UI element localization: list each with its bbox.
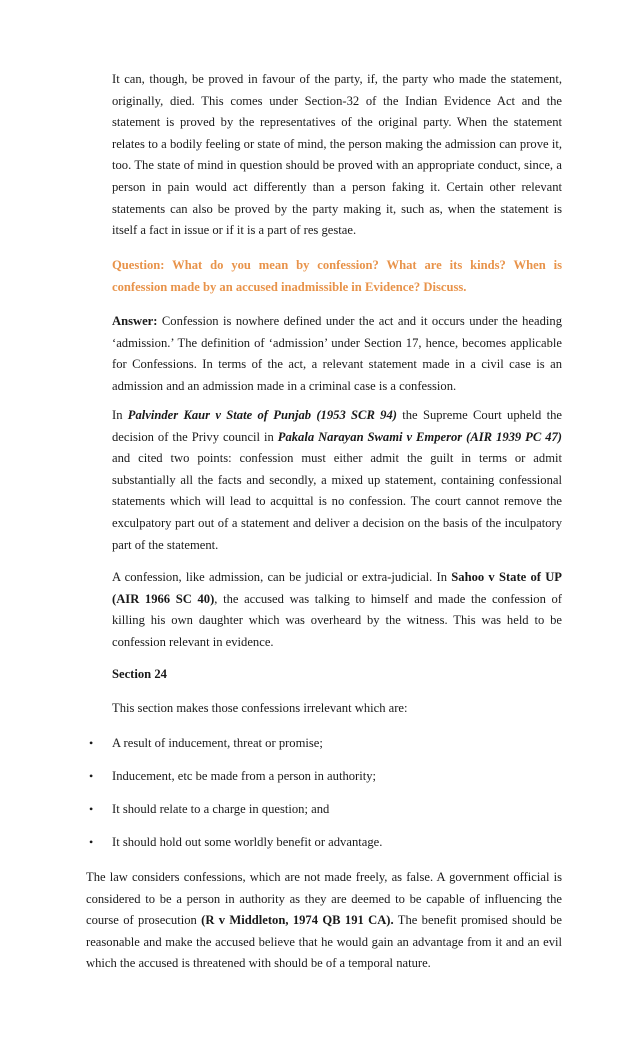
bullet-icon: • [89, 802, 94, 816]
text-fragment: A confession, like admission, can be judicial or extra-judicial. In [112, 570, 452, 584]
case-citation-sahoo: Sahoo v State of UP (AIR 1966 SC 40) [112, 570, 562, 606]
case-citation-palvinder: Palvinder Kaur v State of Punjab (1953 SCR 94) [127, 408, 403, 422]
paragraph-middleton [86, 867, 562, 975]
text-fragment: , the accused was talking to himself and made the confession of killing his own daughter which was overheard by the witness. This was held to be confession relevant in evidence. [112, 591, 562, 649]
paragraph-dying-declaration [112, 69, 562, 242]
paragraph-answer [112, 311, 562, 397]
text-fragment: the Supreme Court upheld the decision of the Privy council in [112, 408, 562, 444]
question-heading [112, 255, 562, 298]
section-heading-text: Section 24 [112, 667, 167, 681]
section-heading [112, 664, 562, 686]
paragraph-sahoo [112, 567, 562, 653]
question-text: Question: What do you mean by confession? What are its kinds? When is confession made by an accused inadmissible in Evidence? Discuss. [112, 258, 562, 294]
answer-text: Confession is nowhere defined under the act and it occurs under the heading ‘admission.’ The definition of ‘admission’ under Section 17, hence, becomes applicable for Confessions. In terms of the act, a relevant statement made in a civil case is an admission and an admission made in a criminal case is a confession. [112, 314, 562, 393]
section-intro [112, 698, 562, 720]
text-fragment: In [112, 408, 128, 422]
list-item-text: It should hold out some worldly benefit or advantage. [112, 835, 383, 849]
section-intro-text: This section makes those confessions irrelevant which are: [112, 701, 408, 715]
paragraph-text: It can, though, be proved in favour of the party, if, the party who made the statement, originally, died. This comes under Section-32 of the Indian Evidence Act and the statement is proved by the representatives of the original party. When the statement relates to a bodily feeling or state of mind, the person making the admission can prove it, too. The state of mind in question should be proved with an appropriate conduct, since, a person in pain would act differently than a person faking it. Certain other relevant statements can also be proved by the party making it, such as, when the statement is itself a fact in issue or if it is a part of res gestae. [112, 72, 562, 238]
text-fragment: and cited two points: confession must either admit the guilt in terms or admit substantially all the facts and secondly, a mixed up statement, containing confessional statements which will lead to acquittal is no confession. The court cannot remove the exculpatory part out of a statement and deliver a decision on the basis of the inculpatory part of the statement. [112, 451, 562, 552]
bullet-icon: • [89, 769, 94, 783]
case-citation-middleton: (R v Middleton, 1974 QB 191 CA). [201, 913, 394, 928]
list-item-text: Inducement, etc be made from a person in authority; [112, 769, 377, 783]
bullet-icon: • [89, 835, 94, 849]
answer-label: Answer: [112, 314, 158, 328]
bullet-icon: • [89, 736, 94, 750]
paragraph-palvinder-kaur [112, 405, 562, 556]
text-fragment: The law considers confessions, which are not made freely, as false. A government official is considered to be a person in authority as they are deemed to be capable of influencing the course of prosecution [86, 870, 562, 928]
text-fragment: The benefit promised should be reasonable and make the accused believe that he would gain an advantage from it and an evil which the accused is threatened with should be of a temporal nature. [86, 913, 562, 971]
list-item-text: A result of inducement, threat or promise; [112, 736, 323, 750]
case-citation-pakala: Pakala Narayan Swami v Emperor (AIR 1939 PC 47) [277, 429, 562, 444]
list-item-text: It should relate to a charge in question; and [112, 802, 330, 816]
